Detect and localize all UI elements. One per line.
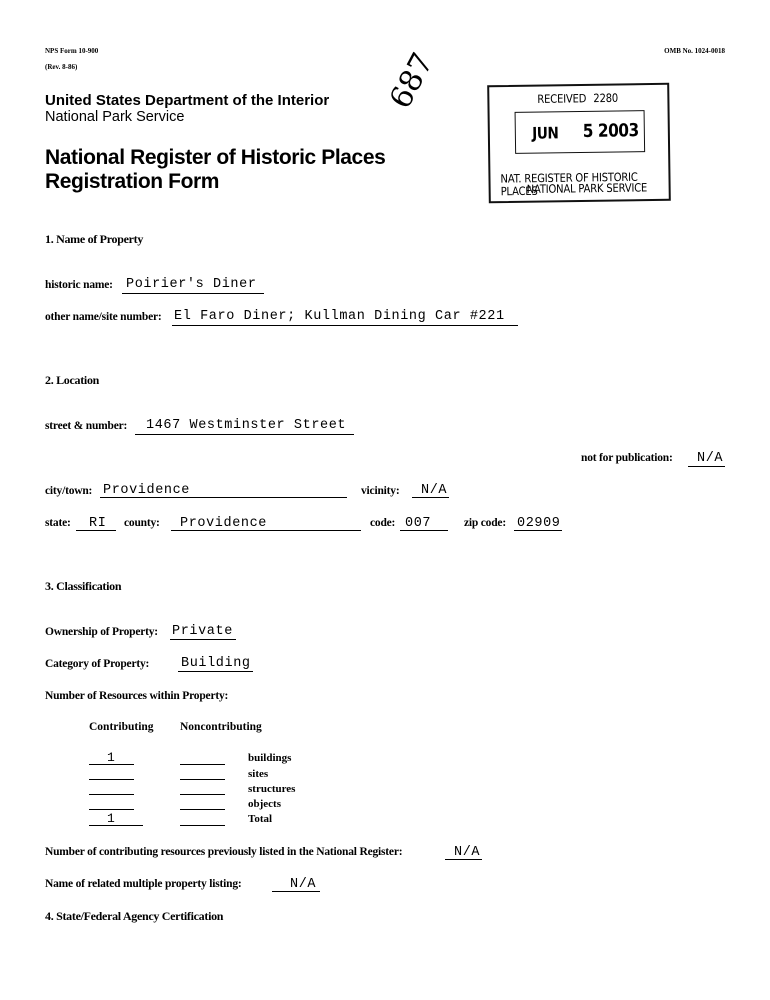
multiple-listing-underline [272, 891, 320, 892]
historic-name-label: historic name: [45, 279, 113, 291]
state-underline [76, 530, 116, 531]
buildings-contributing-line [89, 764, 134, 765]
form-title-line2: Registration Form [45, 170, 220, 193]
county-label: county: [124, 517, 160, 529]
received-stamp [487, 83, 671, 204]
buildings-noncontributing-line [180, 764, 225, 765]
ownership-label: Ownership of Property: [45, 626, 158, 638]
ownership-underline [170, 639, 236, 640]
category-value: Building [181, 656, 251, 671]
col-contributing: Contributing [89, 721, 154, 733]
buildings-type: buildings [248, 752, 292, 764]
state-label: state: [45, 517, 71, 529]
city-value: Providence [103, 483, 191, 498]
objects-noncontributing-line [180, 809, 225, 810]
vicinity-underline [412, 497, 449, 498]
buildings-contributing: 1 [107, 750, 115, 765]
structures-type: structures [248, 783, 296, 795]
city-label: city/town: [45, 485, 93, 497]
zip-value: 02909 [517, 516, 561, 531]
zip-label: zip code: [464, 517, 506, 529]
total-noncontributing-line [180, 825, 225, 826]
previously-listed-underline [445, 859, 482, 860]
resources-label: Number of Resources within Property: [45, 690, 229, 702]
section-1-heading: 1. Name of Property [45, 232, 144, 246]
other-name-label: other name/site number: [45, 311, 162, 323]
form-number: NPS Form 10-900 [45, 47, 99, 55]
sites-contributing-line [89, 779, 134, 780]
stamp-month: JUN [532, 123, 559, 143]
code-label: code: [370, 517, 396, 529]
zip-underline [514, 530, 562, 531]
other-name-value: El Faro Diner; Kullman Dining Car #221 [174, 309, 505, 324]
nfp-label: not for publication: [581, 452, 673, 464]
total-contributing: 1 [107, 811, 115, 826]
form-title-line1: National Register of Historic Places [45, 146, 386, 169]
county-underline [171, 530, 361, 531]
street-underline [135, 434, 354, 435]
code-underline [400, 530, 448, 531]
objects-type: objects [248, 798, 281, 810]
ownership-value: Private [172, 624, 233, 639]
state-value: RI [89, 516, 107, 531]
objects-contributing-line [89, 809, 134, 810]
handwritten-number: 687 [383, 47, 441, 115]
stamp-day-year: 5 2003 [582, 120, 639, 142]
category-label: Category of Property: [45, 658, 150, 670]
other-name-underline [172, 325, 518, 326]
stamp-date-box [515, 110, 646, 154]
section-2-heading: 2. Location [45, 373, 100, 387]
nfp-underline [688, 466, 725, 467]
code-value: 007 [405, 516, 432, 531]
street-label: street & number: [45, 420, 128, 432]
multiple-listing-label: Name of related multiple property listing: [45, 878, 242, 890]
stamp-line2: NATIONAL PARK SERVICE [526, 182, 648, 197]
sites-noncontributing-line [180, 779, 225, 780]
form-revision: (Rev. 8-86) [45, 63, 78, 71]
stamp-received-number: 2280 [593, 92, 619, 106]
previously-listed-label: Number of contributing resources previously listed in the National Register: [45, 846, 403, 858]
category-underline [178, 671, 253, 672]
stamp-line1: NAT. REGISTER OF HISTORIC PLACES [500, 171, 638, 199]
total-contributing-line [89, 825, 143, 826]
previously-listed-value: N/A [454, 845, 481, 860]
structures-contributing-line [89, 794, 134, 795]
multiple-listing-value: N/A [290, 877, 317, 892]
omb-number: OMB No. 1024-0018 [664, 47, 725, 55]
nfp-value: N/A [697, 451, 724, 466]
sites-type: sites [248, 768, 269, 780]
total-type: Total [248, 813, 273, 825]
section-3-heading: 3. Classification [45, 579, 122, 593]
county-value: Providence [180, 516, 268, 531]
col-noncontributing: Noncontributing [180, 721, 262, 733]
stamp-received-label: RECEIVED [537, 93, 587, 107]
city-underline [100, 497, 347, 498]
vicinity-value: N/A [421, 483, 448, 498]
service-name: National Park Service [45, 109, 185, 125]
street-value: 1467 Westminster Street [146, 418, 347, 433]
department-name: United States Department of the Interior [45, 92, 330, 109]
historic-name-value: Poirier's Diner [126, 277, 257, 292]
section-4-heading: 4. State/Federal Agency Certification [45, 909, 224, 923]
structures-noncontributing-line [180, 794, 225, 795]
historic-name-underline [122, 293, 264, 294]
vicinity-label: vicinity: [361, 485, 400, 497]
